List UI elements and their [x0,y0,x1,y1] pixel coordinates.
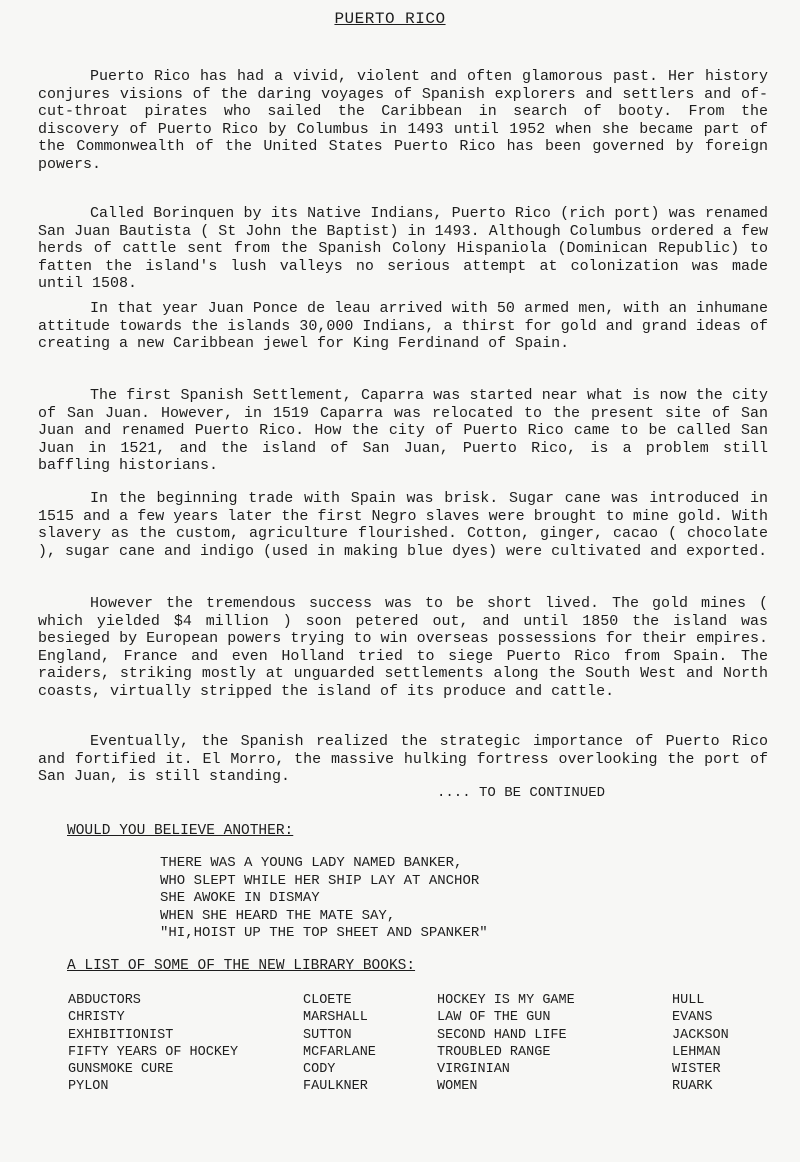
book-entry: CHRISTY [68,1010,125,1026]
book-entry: FAULKNER [303,1079,368,1095]
book-entry: PYLON [68,1079,109,1095]
book-entry: JACKSON [672,1027,729,1043]
to-be-continued: .... TO BE CONTINUED [437,785,606,801]
paragraph-5: In the beginning trade with Spain was brisk. Sugar cane was introduced in 1515 and a few years later the first Negro slaves were brought to mine gold. With slavery as the custom, agriculture flourished. Cotton, ginger, cacao ( chocolate ), sugar cane and indigo (used in making blue dyes) were cultivated and exported. [38,490,768,560]
book-entry: SUTTON [303,1027,352,1043]
page-title: PUERTO RICO [334,10,446,28]
limerick-line: SHE AWOKE IN DISMAY [160,890,320,906]
book-entry: WISTER [672,1062,721,1078]
limerick-line: THERE WAS A YOUNG LADY NAMED BANKER, [160,855,463,871]
book-entry: MCFARLANE [303,1044,376,1060]
library-heading: A LIST OF SOME OF THE NEW LIBRARY BOOKS: [67,958,416,974]
book-entry: TROUBLED RANGE [437,1044,551,1060]
book-entry: SECOND HAND LIFE [437,1027,567,1043]
paragraph-3: In that year Juan Ponce de leau arrived with 50 armed men, with an inhumane attitude towards the islands 30,000 Indians, a thirst for gold and grand ideas of creating a new Caribbean jewel for King Ferdinand of Spain. [38,300,768,352]
book-entry: CLOETE [303,993,352,1008]
book-entry: FIFTY YEARS OF HOCKEY [68,1044,239,1060]
book-entry: WOMEN [437,1079,478,1095]
book-entry: LEHMAN [672,1044,721,1060]
limerick-line: "HI,HOIST UP THE TOP SHEET AND SPANKER" [160,925,488,941]
book-entry: HULL [672,993,705,1008]
limerick-line: WHEN SHE HEARD THE MATE SAY, [160,907,396,924]
book-entry: HOCKEY IS MY GAME [437,993,575,1008]
limerick [160,855,488,943]
book-entry: RUARK [672,1079,713,1095]
paragraph-4: The first Spanish Settlement, Caparra was started near what is now the city of San Juan. However, in 1519 Caparra was relocated to the present site of San Juan and renamed Puerto Rico. How the city of Puerto Rico came to be called San Juan in 1521, and the island of San Juan, Puerto Rico, is a problem still baffling historians. [38,387,768,474]
book-entry: EVANS [672,1010,713,1026]
library-column-4 [672,992,729,1096]
book-entry: GUNSMOKE CURE [68,1062,174,1078]
paragraph-7: Eventually, the Spanish realized the strategic importance of Puerto Rico and fortified it. El Morro, the massive hulking fortress overlooking the port of San Juan, is still standing. [38,733,768,785]
book-entry: LAW OF THE GUN [437,1010,551,1026]
book-entry: EXHIBITIONIST [68,1027,174,1043]
paragraph-1: Puerto Rico has had a vivid, violent and often glamorous past. Her history conjures visions of the daring voyages of Spanish explorers and settlers and of-cut-throat pirates who sailed the Caribbean in search of booty. From the discovery of Puerto Rico by Columbus in 1493 until 1952 when she became part of the Commonwealth of the United States Puerto Rico has been governed by foreign powers. [38,68,768,173]
library-column-3 [437,992,575,1096]
book-entry: ABDUCTORS [68,993,141,1008]
paragraph-2: Called Borinquen by its Native Indians, Puerto Rico (rich port) was renamed San Juan Bautista ( St John the Baptist) in 1493. Although Columbus ordered a few herds of cattle sent from the Spanish Colony Hispaniola (Dominican Republic) to fatten the island's lush valleys no serious attempt at colonization was made until 1508. [38,205,768,292]
book-entry: MARSHALL [303,1010,368,1026]
joke-heading: WOULD YOU BELIEVE ANOTHER: [67,823,294,839]
limerick-line: WHO SLEPT WHILE HER SHIP LAY AT ANCHOR [160,872,480,889]
book-entry: CODY [303,1062,336,1078]
book-entry: VIRGINIAN [437,1062,510,1078]
paragraph-6: However the tremendous success was to be short lived. The gold mines ( which yielded $4 million ) soon petered out, and until 1850 the island was besieged by European powers trying to win overseas possessions for their empires. England, France and even Holland tried to siege Puerto Rico from Spain. The raiders, striking mostly at unguarded settlements along the South West and North coasts, virtually stripped the island of its produce and cattle. [38,595,768,700]
library-column-1 [68,992,238,1096]
library-column-2 [303,992,376,1096]
